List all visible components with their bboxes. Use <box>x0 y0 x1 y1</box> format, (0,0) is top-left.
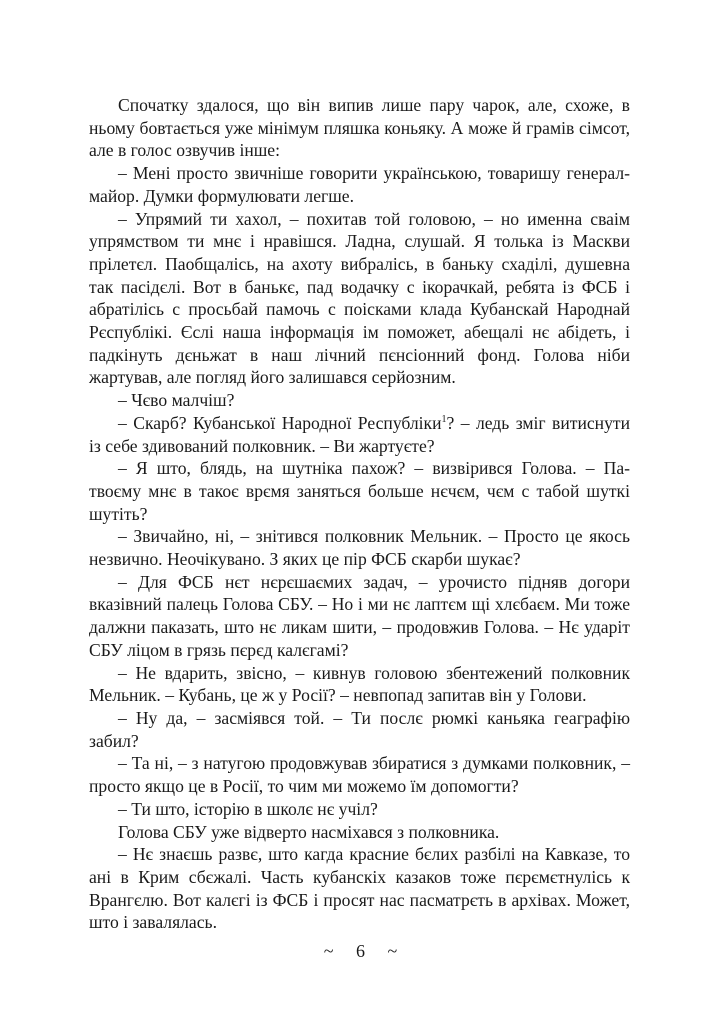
paragraph: – Я што, блядь, на шутніка пахож? – визвірився Голова. – Па-твоєму мнє в такоє врємя заняться больше нєчєм, чєм с табой шуткі шутіть? <box>89 458 630 524</box>
paragraph: – Для ФСБ нєт нєрєшаємих задач, – урочисто підняв догори вказівний палець Голова СБУ. – Но і ми нє лаптєм щі хлєбаєм. Ми тоже далжни паказать, што нє ликам шити, – продовжив Голова. – Нє ударіт СБУ ліцом в грязь пєрєд калєгамі? <box>89 571 630 660</box>
paragraph: – Звичайно, ні, – знітився полковник Мельник. – Просто це якось незвично. Неочікувано. З яких це пір ФСБ скарби шукає? <box>89 526 630 570</box>
page-number-value: 6 <box>356 941 365 961</box>
page-number-right-ornament: ~ <box>387 941 398 961</box>
paragraph: – Нє знаєшь развє, што кагда красние бєлих разбілі на Кавказе, то ані в Крим сбєжалі. Часть кубанскіх казаков тоже пєрємєтнулісь к Врангєлю. Вот калєгі із ФСБ і просят нас пасматрєть в архівах. Может, што і завалялась. <box>89 844 630 933</box>
paragraph: – Та ні, – з натугою продовжував збиратися з думками полковник, – просто якщо це в Росії, то чим ми можемо їм допомогти? <box>89 753 630 797</box>
footnote-marker: 1 <box>441 413 447 425</box>
paragraph: – Ти што, історію в школє нє учіл? <box>118 798 378 819</box>
paragraph-text-continued: ? – ледь зміг витиснути із себе здивований полковник. – Ви жартуєте? <box>89 412 630 456</box>
paragraph-with-footnote <box>89 412 630 457</box>
paragraph-text: – Скарб? Кубанської Народної Республіки <box>118 412 442 433</box>
page-number-left-ornament: ~ <box>323 941 334 961</box>
paragraph: – Не вдарить, звісно, – кивнув головою збентежений полковник Мельник. – Кубань, це ж у Росії? – невпопад запитав він у Голови. <box>89 662 630 706</box>
paragraph: Спочатку здалося, що він випив лише пару чарок, але, схоже, в ньому бовтається уже мінімум пляшка коньяку. А може й грамів сімсот, але в голос озвучив інше: <box>89 95 630 161</box>
paragraph: – Чєво малчіш? <box>118 390 235 411</box>
page-number <box>0 941 721 962</box>
paragraph: – Упрямий ти хахол, – похитав той головою, – но именна сваім упрямством ти мнє і нравішся. Ладна, слушай. Я толька із Маскви прілетєл. Паобщаліcь, на ахоту вибралісь, в баньку схаділі, душевна так пасідєлі. Вот в банькє, пад водачку с ікорачкай, ребята із ФСБ і абратілісь с просьбай памочь с поісками клада Кубанскай Народнай Рєспублікі. Єслі наша інформація ім поможет, абещалі нє абідеть, і падкінуть дєньжат в наш лічний пєнсіонний фонд. Голова ніби жартував, але погляд його залишався серйозним. <box>89 208 630 388</box>
paragraph: Голова СБУ уже відверто насміхався з полковника. <box>118 821 500 842</box>
paragraph: – Ну да, – засміявся той. – Ти послє рюмкі каньяка геаграфію забил? <box>89 707 630 751</box>
paragraph: – Мені просто звичніше говорити українською, товаришу генерал-майор. Думки формулювати легше. <box>89 163 630 206</box>
body-text <box>89 94 630 934</box>
